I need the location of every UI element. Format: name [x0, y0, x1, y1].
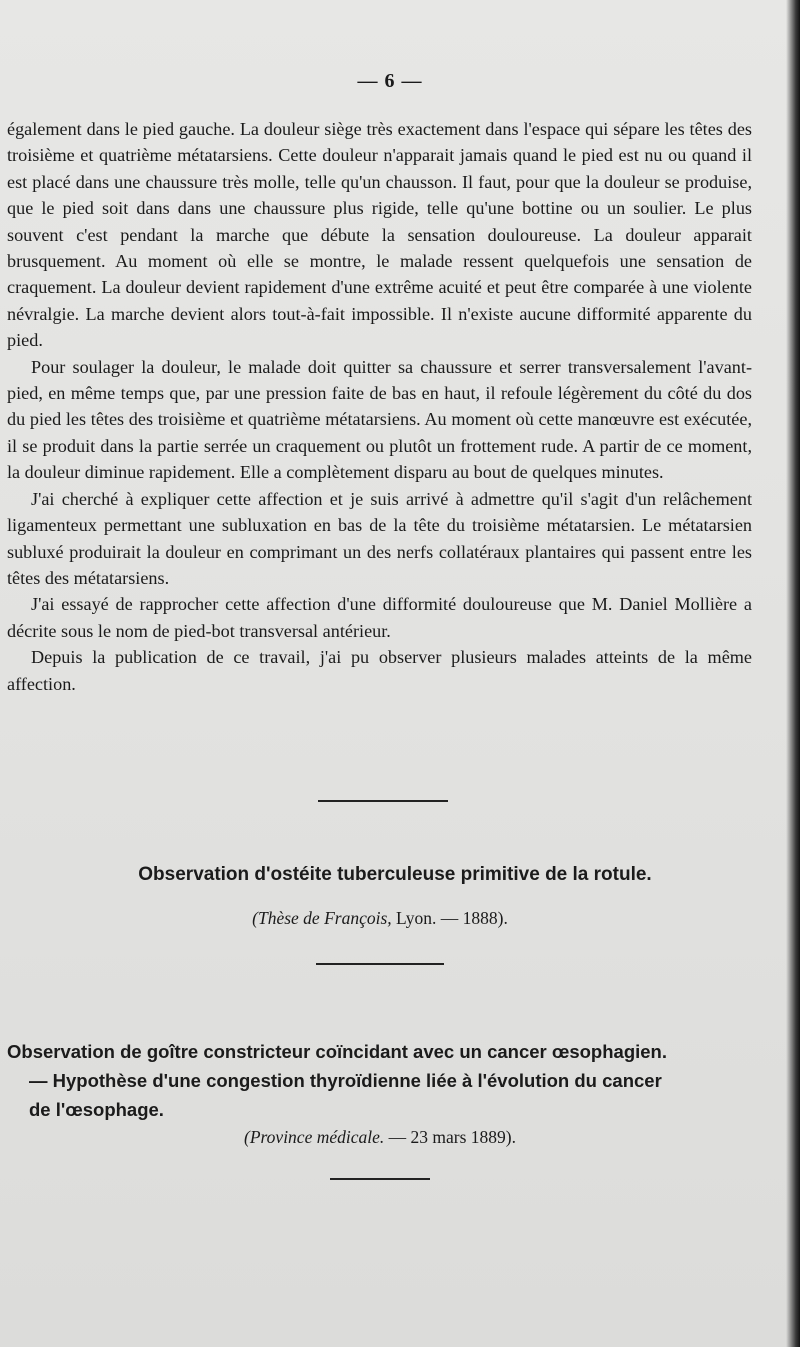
page-edge-shadow [786, 0, 800, 1347]
section-2-title [7, 1037, 767, 1124]
body-text [7, 116, 752, 697]
section-divider-1 [318, 800, 448, 802]
section-1-source-rest: Lyon. — 1888). [391, 908, 508, 928]
paragraph-3: J'ai cherché à expliquer cette affection et je suis arrivé à admettre qu'il s'agit d'un relâchement ligamenteux permettant une subluxation en bas de la tête du troisième métatarsien. Le métatarsien subluxé produirait la douleur en comprimant un des nerfs collatéraux plantaires qui passent entre les têtes des métatarsiens. [7, 488, 752, 588]
section-2-title-line-2: — Hypothèse d'une congestion thyroïdienne liée à l'évolution du cancer [29, 1070, 662, 1091]
section-1-source [0, 908, 760, 929]
section-2-source-rest: — 23 mars 1889). [384, 1127, 516, 1147]
paragraph-4: J'ai essayé de rapprocher cette affection d'une difformité douloureuse que M. Daniel Mollière a décrite sous le nom de pied-bot transversal antérieur. [7, 594, 752, 641]
section-2-source [0, 1127, 760, 1148]
section-divider-3 [330, 1178, 430, 1180]
section-2-title-line-3: de l'œsophage. [29, 1099, 164, 1120]
paragraph-1: également dans le pied gauche. La douleur siège très exactement dans l'espace qui sépare les têtes des troisième et quatrième métatarsiens. Cette douleur n'apparait jamais quand le pied est nu ou quand il est placé dans une chaussure très molle, telle qu'un chausson. Il faut, pour que la douleur se produise, que le pied soit dans dans une chaussure plus rigide, telle qu'une bottine ou un soulier. Le plus souvent c'est pendant la marche que débute la sensation douloureuse. La douleur apparait brusquement. Au moment où elle se montre, le malade ressent quelquefois une sensation de craquement. La douleur devient rapidement d'une extrême acuité et peut être comparée à une violente névralgie. La marche devient alors tout-à-fait impossible. Il n'existe aucune difformité apparente du pied. [7, 119, 752, 351]
section-2-title-line-1: Observation de goître constricteur coïncidant avec un cancer œsophagien. [7, 1041, 667, 1062]
section-divider-2 [316, 963, 444, 965]
section-2-source-italic: (Province médicale. [244, 1127, 385, 1147]
paragraph-2: Pour soulager la douleur, le malade doit quitter sa chaussure et serrer transversalement l'avant-pied, en même temps que, par une pression faite de bas en haut, il refoule légèrement du côté du dos du pied les têtes des troisième et quatrième métatarsiens. Au moment où cette manœuvre est exécutée, il se produit dans la partie serrée un craquement ou plutôt un frottement rude. A partir de ce moment, la douleur diminue rapidement. Elle a complètement disparu au bout de quelques minutes. [7, 356, 752, 483]
section-1-source-italic: (Thèse de François, [252, 908, 392, 928]
page-number: — 6 — [357, 70, 423, 92]
paragraph-5: Depuis la publication de ce travail, j'ai pu observer plusieurs malades atteints de la même affection. [7, 647, 752, 694]
section-1-title: Observation d'ostéite tuberculeuse primitive de la rotule. [138, 864, 652, 885]
